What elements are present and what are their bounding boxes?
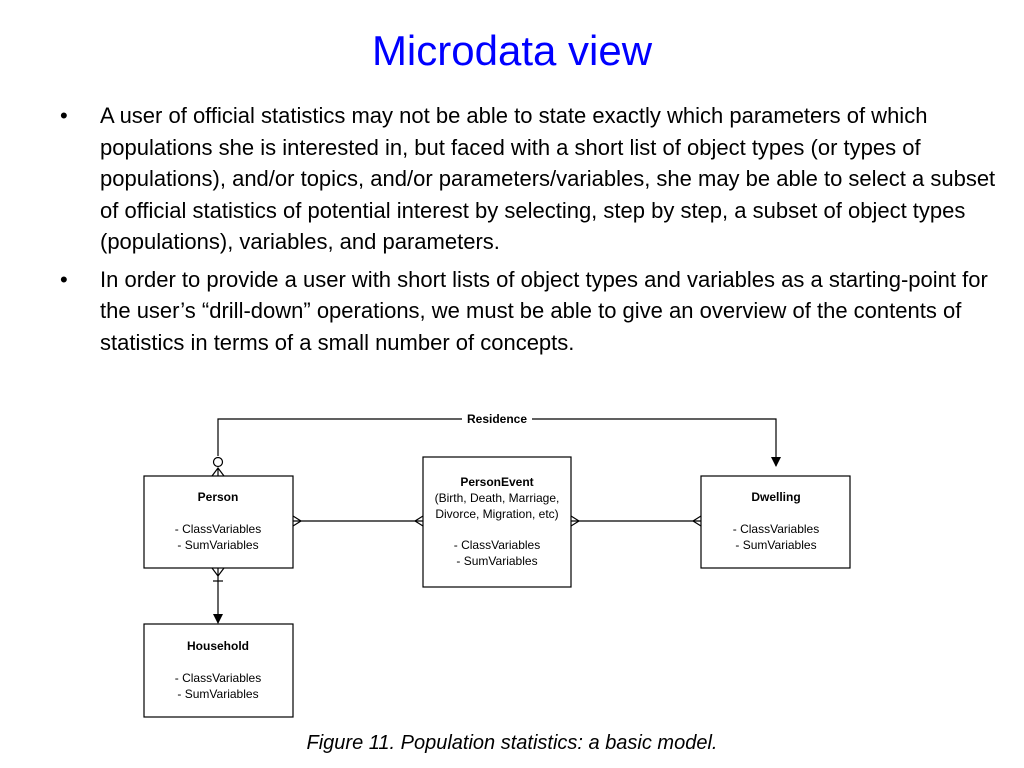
slide-title: Microdata view [371, 27, 653, 74]
entity-attribute: - SumVariables [456, 554, 538, 568]
entity-dwelling [701, 476, 850, 568]
entity-attribute: - ClassVariables [732, 522, 820, 536]
entity-subtitle: Divorce, Migration, etc) [435, 507, 559, 521]
entity-subtitle: (Birth, Death, Marriage, [434, 491, 560, 505]
entity-person [144, 476, 293, 568]
entity-attribute: - ClassVariables [174, 522, 262, 536]
figure-caption: Figure 11. Population statistics: a basic model. [306, 732, 718, 754]
entity-attribute: - SumVariables [177, 687, 259, 701]
entity-attribute: - ClassVariables [453, 538, 541, 552]
optional-circle-marker [214, 458, 223, 467]
bullet-text: A user of official statistics may not be able to state exactly which parameters of which populations she is interested in, but faced with a short list of object types (or types of populations), and/or topics, and/or parameters/variables, she may be able to select a subset of official statistics of potential interest by selecting, step by step, a subset of object types (populations), variables, and parameters. [100, 103, 996, 254]
bullet-dot: • [60, 266, 68, 292]
entity-name: Person [197, 490, 239, 504]
entity-household [144, 624, 293, 717]
entity-attribute: - SumVariables [177, 538, 259, 552]
entity-attribute: - SumVariables [735, 538, 817, 552]
bullet-dot: • [60, 103, 68, 128]
entity-name: PersonEvent [460, 475, 534, 489]
entity-attribute: - ClassVariables [174, 671, 262, 685]
entity-name: Dwelling [751, 490, 801, 504]
crowfoot-marker [212, 468, 224, 476]
entity-name: Household [187, 639, 249, 653]
bullet-text: In order to provide a user with short lists of object types and variables as a starting-point for the user’s “drill-down” operations, we must be able to give an overview of the contents of statistics in terms of a small number of concepts. [100, 266, 988, 355]
residence-label: Residence [466, 412, 528, 426]
entity-person-event [423, 457, 571, 587]
